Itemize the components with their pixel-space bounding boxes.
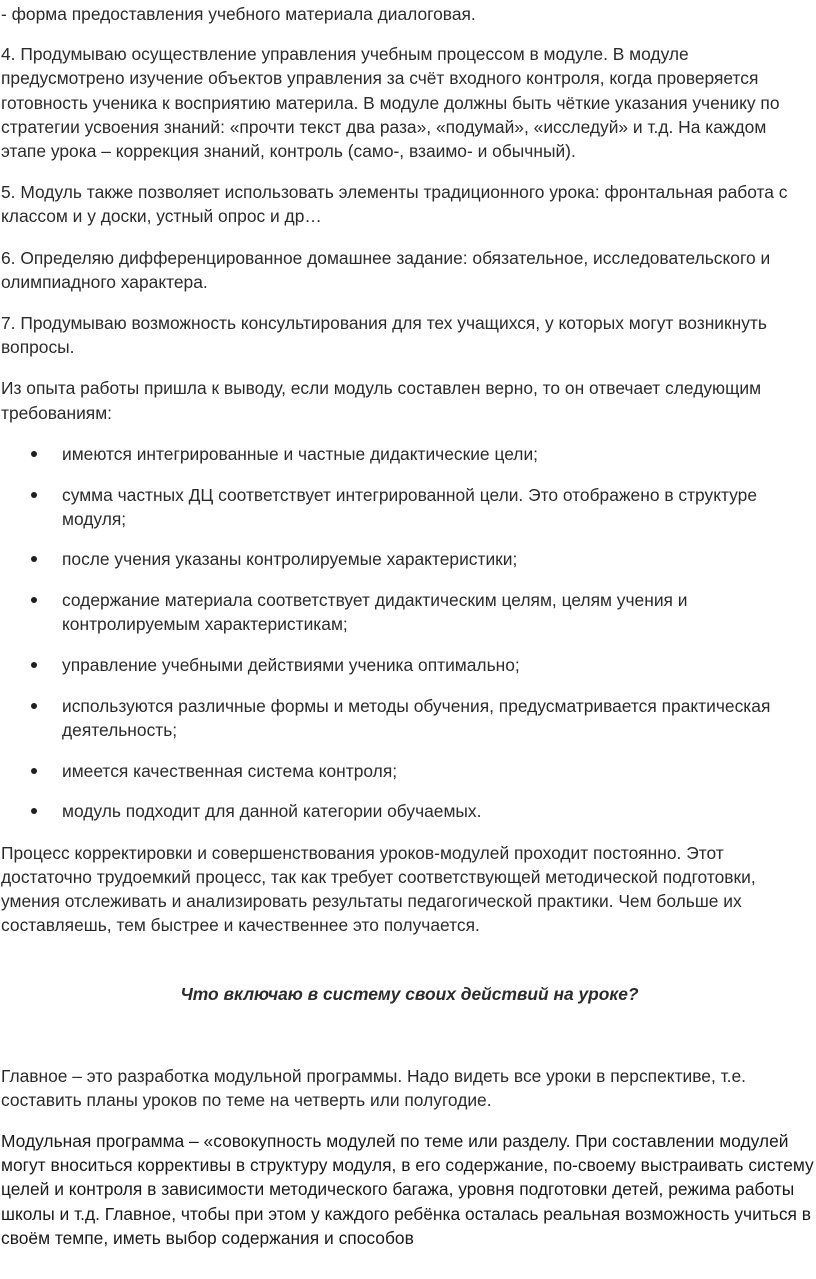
paragraph-modular-program: Модульная программа – «совокупность модулей по теме или разделу. При составлении модулей могут вноситься коррективы в структуру модуля, в его содержание, по-своему выстраивать систему целей и контроля в зависимости методического багажа, уровня подготовки детей, режима работы школы и т.д. Главное, чтобы при этом у каждого ребёнка осталась реальная возможность учиться в своём темпе, иметь выбор содержания и способов [1, 1131, 814, 1248]
paragraph-item-7: 7. Продумываю возможность консультирования для тех учащихся, у которых могут возникнуть вопросы. [1, 313, 767, 358]
list-item [1, 547, 816, 571]
list-item [1, 483, 816, 531]
paragraph-conclusion-intro: Из опыта работы пришла к выводу, если модуль составлен верно, то он отвечает следующим требованиям: [1, 378, 762, 423]
paragraph-main-program: Главное – это разработка модульной программы. Надо видеть все уроки в перспективе, т.е. составить планы уроков по теме на четверть или полугодие. [1, 1065, 747, 1110]
paragraph-dialog-form: - форма предоставления учебного материала диалоговая. [1, 4, 476, 24]
list-item-text: модуль подходит для данной категории обучаемых. [62, 801, 482, 822]
paragraph-correction-process: Процесс корректировки и совершенствования уроков-модулей проходит постоянно. Этот достаточно трудоемкий процесс, так как требует соответствующей методической подготовки, умения отслеживать и анализировать результаты педагогической практики. Чем больше их составляешь, тем быстрее и качественнее это получается. [1, 842, 756, 936]
bullet-icon [31, 703, 37, 709]
bullet-icon [31, 597, 37, 603]
paragraph-item-5: 5. Модуль также позволяет использовать элементы традиционного урока: фронтальная работа с классом и у доски, устный опрос и др… [1, 182, 788, 227]
list-item [1, 588, 816, 636]
list-item-text: имеется качественная система контроля; [62, 760, 398, 781]
section-heading: Что включаю в систему своих действий на уроке? [180, 984, 639, 1005]
paragraph-item-6: 6. Определяю дифференцированное домашнее задание: обязательное, исследовательского и олимпиадного характера. [1, 247, 771, 292]
bullet-icon [31, 662, 37, 668]
list-item-text: сумма частных ДЦ соответствует интегрированной цели. Это отображено в структуре модуля; [62, 484, 758, 529]
list-item [1, 442, 816, 466]
list-item-text: содержание материала соответствует дидактическим целям, целям учения и контролируемым характеристикам; [62, 590, 688, 635]
bullet-icon [31, 451, 37, 457]
list-item-text: управление учебными действиями ученика оптимально; [62, 655, 520, 676]
bullet-icon [31, 556, 37, 562]
paragraph-item-4: 4. Продумываю осуществление управления учебным процессом в модуле. В модуле предусмотрено изучение объектов управления за счёт входного контроля, когда проверяется готовность ученика к восприятию материла. В модуле должны быть чёткие указания ученику по стратегии усвоения знаний: «прочти текст два раза», «подумай», «исследуй» и т.д. На каждом этапе урока – коррекция знаний, контроль (само-, взаимо- и обычный). [1, 44, 780, 162]
bullet-icon [31, 492, 37, 498]
bullet-icon [31, 808, 37, 814]
list-item-text: имеются интегрированные и частные дидактические цели; [62, 443, 538, 464]
list-item-text: используются различные формы и методы обучения, предусматривается практическая деятельность; [62, 695, 771, 740]
list-item [1, 759, 816, 783]
requirements-list [1, 442, 816, 824]
bullet-icon [31, 768, 37, 774]
list-item-text: после учения указаны контролируемые характеристики; [62, 549, 518, 570]
list-item [1, 799, 816, 823]
list-item [1, 694, 816, 742]
list-item [1, 653, 816, 677]
